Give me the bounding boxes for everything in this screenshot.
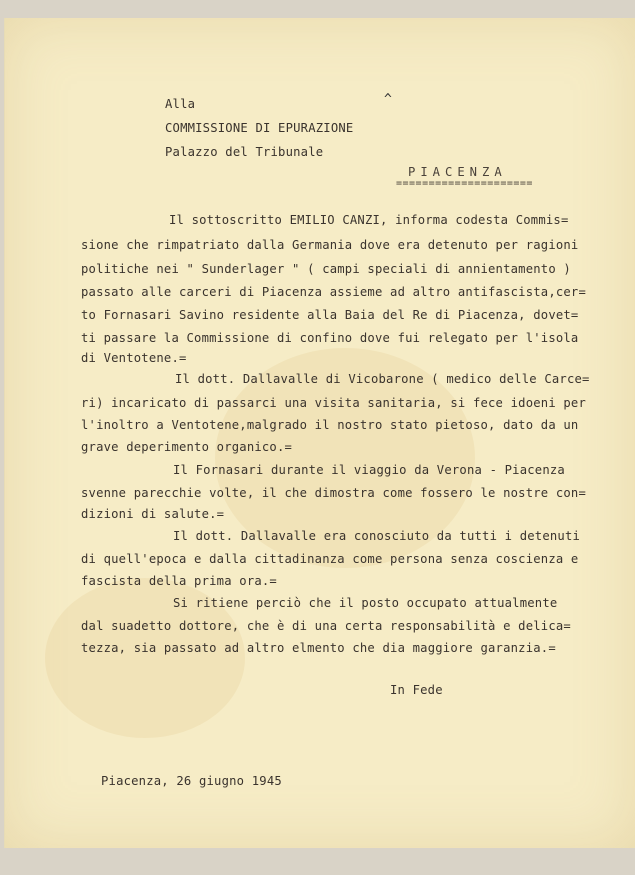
- address-commission: COMMISSIONE DI EPURAZIONE: [165, 121, 354, 135]
- address-city: PIACENZA: [408, 165, 507, 179]
- body-line: l'inoltro a Ventotene,malgrado il nostro stato pietoso, dato da un: [81, 418, 579, 432]
- body-line: di quell'epoca e dalla cittadinanza come persona senza coscienza e: [81, 552, 579, 566]
- body-line: grave deperimento organico.=: [81, 440, 293, 454]
- body-line: Il dott. Dallavalle di Vicobarone ( medico delle Carce=: [175, 372, 590, 386]
- body-line: dal suadetto dottore, che è di una certa responsabilità e delica=: [81, 619, 571, 633]
- body-line: di Ventotene.=: [81, 351, 187, 365]
- letter-page: [4, 18, 635, 848]
- body-line: dizioni di salute.=: [81, 507, 225, 521]
- place-date: Piacenza, 26 giugno 1945: [101, 774, 282, 788]
- body-line: fascista della prima ora.=: [81, 574, 277, 588]
- body-line: tezza, sia passato ad altro elmento che dia maggiore garanzia.=: [81, 641, 556, 655]
- address-place: Palazzo del Tribunale: [165, 145, 324, 159]
- body-line: politiche nei " Sunderlager " ( campi speciali di annientamento ): [81, 262, 571, 276]
- body-line: Il Fornasari durante il viaggio da Verona - Piacenza: [173, 463, 565, 477]
- address-city-underline: =====================: [396, 178, 533, 189]
- address-to: Alla: [165, 97, 196, 111]
- body-line: Si ritiene perciò che il posto occupato attualmente: [173, 596, 558, 610]
- body-line: Il dott. Dallavalle era conosciuto da tutti i detenuti: [173, 529, 581, 543]
- body-line: ri) incaricato di passarci una visita sanitaria, si fece idoeni per: [81, 396, 587, 410]
- closing-in-fede: In Fede: [390, 683, 443, 697]
- body-line: svenne parecchie volte, il che dimostra come fossero le nostre con=: [81, 486, 587, 500]
- body-line: Il sottoscritto EMILIO CANZI, informa codesta Commis=: [169, 213, 569, 227]
- body-line: to Fornasari Savino residente alla Baia del Re di Piacenza, dovet=: [81, 308, 579, 322]
- body-line: sione che rimpatriato dalla Germania dove era detenuto per ragioni: [81, 238, 579, 252]
- body-line: passato alle carceri di Piacenza assieme ad altro antifascista,cer=: [81, 285, 587, 299]
- body-line: ti passare la Commissione di confino dove fui relegato per l'isola: [81, 331, 579, 345]
- caret-mark: ^: [384, 92, 392, 107]
